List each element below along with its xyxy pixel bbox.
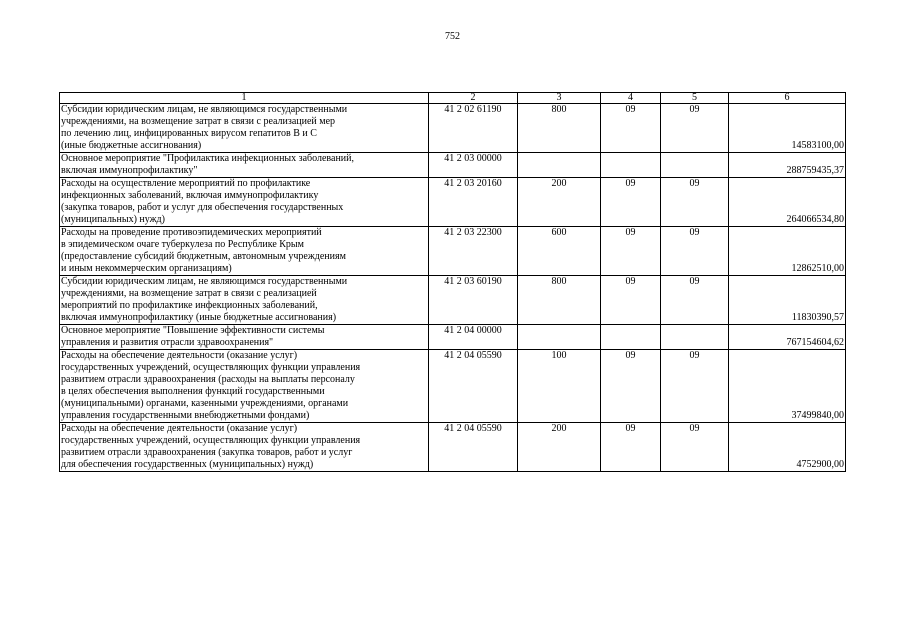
section-cell: 09 [601, 350, 661, 423]
column-header: 1 [60, 93, 429, 104]
column-header: 4 [601, 93, 661, 104]
column-header: 6 [729, 93, 846, 104]
expense-type-cell: 600 [518, 227, 601, 276]
expense-name-cell: Расходы на осуществление мероприятий по профилактике инфекционных заболеваний, включая иммунопрофилактику (закупка товаров, работ и услуг для обеспечения государственных (муниципальных) нужд) [60, 178, 429, 227]
target-code-cell: 41 2 03 60190 [429, 276, 518, 325]
section-cell [601, 325, 661, 350]
target-code-cell: 41 2 04 05590 [429, 350, 518, 423]
target-code-cell: 41 2 04 05590 [429, 423, 518, 472]
subsection-cell: 09 [661, 423, 729, 472]
subsection-cell [661, 325, 729, 350]
table-row [60, 276, 846, 325]
expense-type-cell: 800 [518, 276, 601, 325]
table-row [60, 153, 846, 178]
column-header: 2 [429, 93, 518, 104]
amount-cell: 4752900,00 [729, 423, 846, 472]
expense-name-cell: Субсидии юридическим лицам, не являющимся государственными учреждениями, на возмещение затрат в связи с реализацией мер по лечению лиц, инфицированных вирусом гепатитов В и С (иные бюджетные ассигнования) [60, 104, 429, 153]
expense-type-cell: 200 [518, 178, 601, 227]
table-row [60, 325, 846, 350]
section-cell: 09 [601, 104, 661, 153]
budget-table [59, 92, 846, 472]
table-row [60, 104, 846, 153]
expense-name-cell: Расходы на обеспечение деятельности (оказание услуг) государственных учреждений, осуществляющих функции управления развитием отрасли здравоохранения (закупка товаров, работ и услуг для обеспечения государственных (муниципальных) нужд) [60, 423, 429, 472]
table-row [60, 423, 846, 472]
section-cell: 09 [601, 227, 661, 276]
expense-type-cell: 100 [518, 350, 601, 423]
amount-cell: 264066534,80 [729, 178, 846, 227]
expense-name-cell: Расходы на проведение противоэпидемических мероприятий в эпидемическом очаге туберкулеза по Республике Крым (предоставление субсидий бюджетным, автономным учреждениям и иным некоммерческим организациям) [60, 227, 429, 276]
column-header: 3 [518, 93, 601, 104]
expense-name-cell: Расходы на обеспечение деятельности (оказание услуг) государственных учреждений, осуществляющих функции управления развитием отрасли здравоохранения (расходы на выплаты персоналу в целях обеспечения выполнения функций государственными (муниципальными) органами, казенными учреждениями, органами управления государственными внебюджетными фондами) [60, 350, 429, 423]
amount-cell: 14583100,00 [729, 104, 846, 153]
target-code-cell: 41 2 03 00000 [429, 153, 518, 178]
amount-cell: 767154604,62 [729, 325, 846, 350]
expense-type-cell: 800 [518, 104, 601, 153]
subsection-cell: 09 [661, 350, 729, 423]
amount-cell: 11830390,57 [729, 276, 846, 325]
subsection-cell: 09 [661, 227, 729, 276]
page-number: 752 [445, 31, 460, 42]
table-row [60, 350, 846, 423]
subsection-cell: 09 [661, 276, 729, 325]
column-header: 5 [661, 93, 729, 104]
expense-type-cell [518, 153, 601, 178]
column-numbers-row [60, 93, 846, 104]
table-row [60, 227, 846, 276]
section-cell: 09 [601, 276, 661, 325]
target-code-cell: 41 2 03 20160 [429, 178, 518, 227]
subsection-cell: 09 [661, 104, 729, 153]
section-cell: 09 [601, 423, 661, 472]
section-cell: 09 [601, 178, 661, 227]
amount-cell: 12862510,00 [729, 227, 846, 276]
expense-name-cell: Основное мероприятие "Профилактика инфекционных заболеваний, включая иммунопрофилактику" [60, 153, 429, 178]
subsection-cell [661, 153, 729, 178]
expense-type-cell: 200 [518, 423, 601, 472]
subsection-cell: 09 [661, 178, 729, 227]
target-code-cell: 41 2 02 61190 [429, 104, 518, 153]
amount-cell: 288759435,37 [729, 153, 846, 178]
target-code-cell: 41 2 04 00000 [429, 325, 518, 350]
table-row [60, 178, 846, 227]
expense-type-cell [518, 325, 601, 350]
expense-name-cell: Субсидии юридическим лицам, не являющимся государственными учреждениями, на возмещение затрат в связи с реализацией мероприятий по профилактике инфекционных заболеваний, включая иммунопрофилактику (иные бюджетные ассигнования) [60, 276, 429, 325]
expense-name-cell: Основное мероприятие "Повышение эффективности системы управления и развития отрасли здравоохранения" [60, 325, 429, 350]
target-code-cell: 41 2 03 22300 [429, 227, 518, 276]
section-cell [601, 153, 661, 178]
amount-cell: 37499840,00 [729, 350, 846, 423]
